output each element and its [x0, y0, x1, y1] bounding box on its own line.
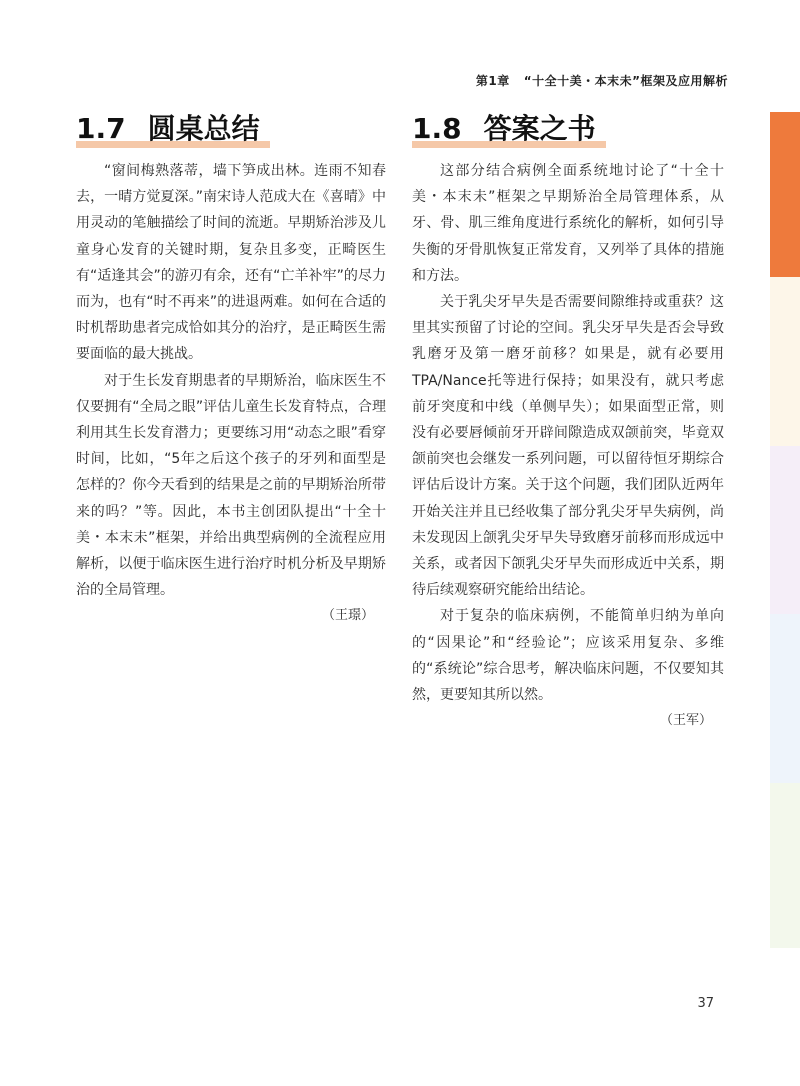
- author-credit: （王军）: [659, 713, 712, 729]
- paragraph: 关于乳尖牙早失是否需要间隙维持或重获？这里其实预留了讨论的空间。乳尖牙早失是否会导致乳磨牙及第一磨牙前移？如果是，就有必要用TPA/Nance托等进行保持；如果没有，就只考虑前牙突度和中线（单侧早失）；如果面型正常，则没有必要唇倾前牙开辟间隙造成双颌前突，毕竟双颌前突也会继发一系列问题，可以留待恒牙期综合评估后设计方案。关于这个问题，我们团队近两年开始关注并且已经收集了部分乳尖牙早失病例，尚未发现因上颌乳尖牙早失导致磨牙前移而形成远中关系，或者因下颌乳尖牙早失而形成近中关系，期待后续观察研究能给出结论。: [412, 294, 724, 599]
- paragraph: 这部分结合病例全面系统地讨论了“十全十美・本末未”框架之早期矫治全局管理体系，从牙、骨、肌三维角度进行系统化的解析，如何引导失衡的牙骨肌恢复正常发育，又列举了具体的措施和方法。: [412, 163, 724, 284]
- section-number: 1.7: [76, 112, 126, 145]
- paragraph: 对于生长发育期患者的早期矫治，临床医生不仅要拥有“全局之眼”评估儿童生长发育特点，合理利用其生长发育潜力；更要练习用“动态之眼”看穿时间，比如，“5年之后这个孩子的牙列和面型是怎样的？你今天看到的结果是之前的早期矫治所带来的吗？”等。因此，本书主创团队提出“十全十美・本末未”框架，并给出典型病例的全流程应用解析，以便于临床医生进行治疗时机分析及早期矫治的全局管理。: [76, 372, 386, 599]
- section-1-8: [412, 112, 724, 734]
- side-tab: [770, 112, 800, 277]
- side-tab: [770, 783, 800, 948]
- running-header: [476, 72, 728, 89]
- paragraph: 对于复杂的临床病例，不能简单归纳为单向的“因果论”和“经验论”；应该采用复杂、多维的“系统论”综合思考，解决临床问题，不仅要知其然，更要知其所以然。: [412, 608, 724, 704]
- section-title: 答案之书: [483, 112, 596, 145]
- chapter-title: “十全十美・本末未”框架及应用解析: [523, 74, 728, 88]
- section-heading: [76, 112, 264, 148]
- section-heading: [412, 112, 600, 148]
- author-credit: （王璟）: [321, 608, 374, 624]
- paragraph: “窗间梅熟落蒂，墙下笋成出林。连雨不知春去，一晴方觉夏深。”南宋诗人范成大在《喜晴》中用灵动的笔触描绘了时间的流逝。早期矫治涉及儿童身心发育的关键时期，复杂且多变，正畸医生有“适逢其会”的游刃有余，还有“亡羊补牢”的尽力而为，也有“时不再来”的进退两难。如何在合适的时机帮助患者完成恰如其分的治疗，是正畸医生需要面临的最大挑战。: [76, 163, 386, 363]
- page-number: 37: [697, 996, 714, 1011]
- side-tab: [770, 614, 800, 783]
- side-tab: [770, 446, 800, 614]
- section-1-7: [76, 112, 386, 629]
- chapter-side-tabs: [770, 112, 800, 948]
- side-tab: [770, 277, 800, 446]
- section-number: 1.8: [412, 112, 462, 145]
- section-title: 圆桌总结: [147, 112, 260, 145]
- chapter-label: 第1章: [475, 74, 510, 88]
